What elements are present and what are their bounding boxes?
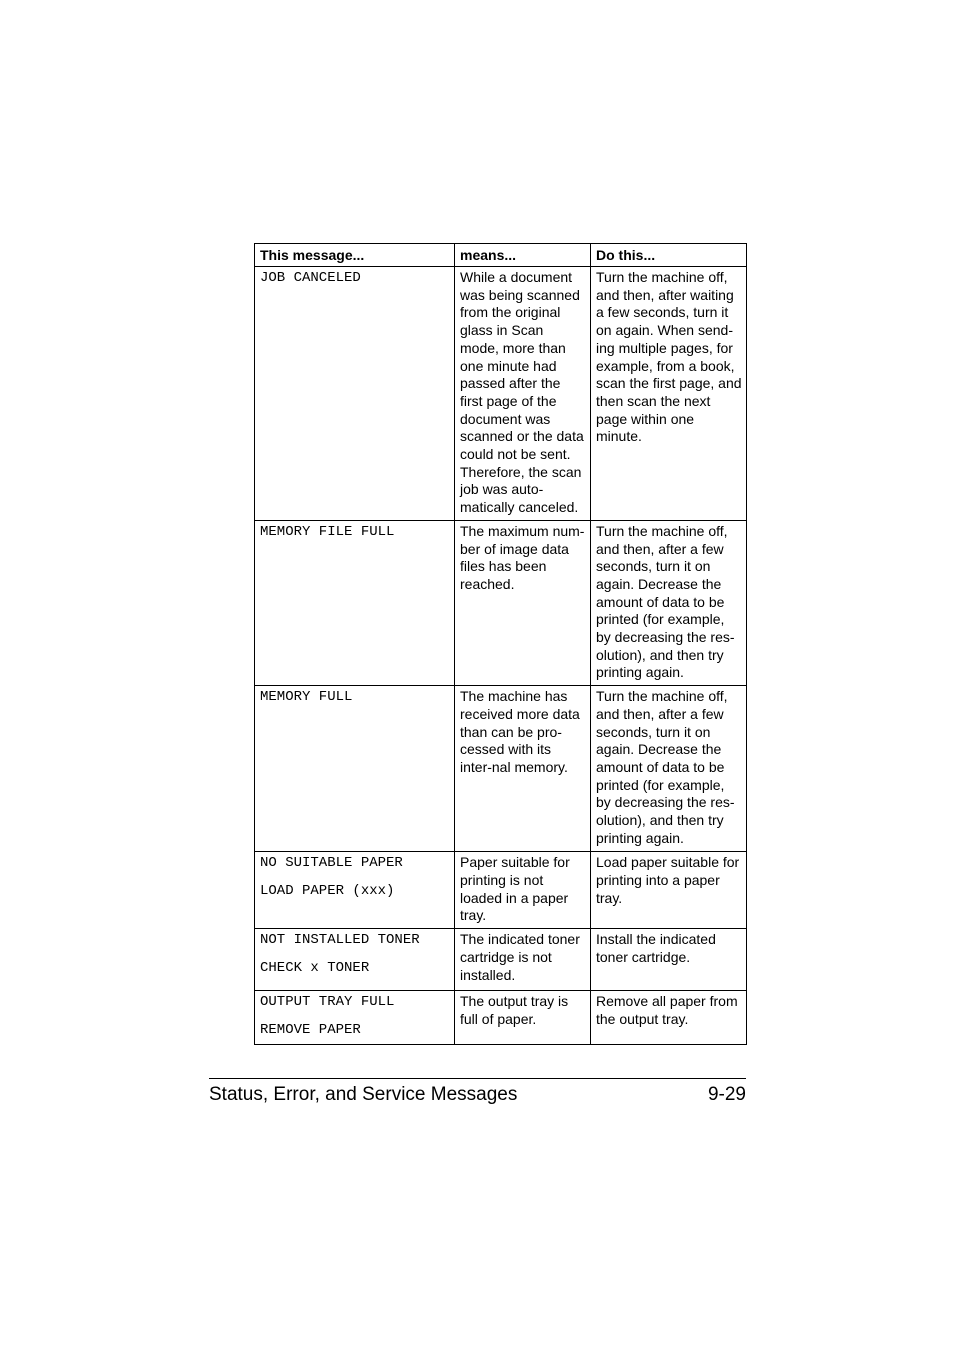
table-row <box>255 686 747 852</box>
action-cell: Remove all paper from the output tray. <box>591 991 747 1045</box>
action-cell: Turn the machine off, and then, after waiting a few seconds, turn it on again. When send-ing multiple pages, for example, from a book, scan the first page, and then scan the next page within one minute. <box>591 267 747 521</box>
header-means: means... <box>455 244 591 267</box>
means-cell: The maximum num-ber of image data files has been reached. <box>455 520 591 685</box>
action-cell: Load paper suitable for printing into a paper tray. <box>591 852 747 929</box>
table-header-row <box>255 244 747 267</box>
message-text: JOB CANCELED <box>260 270 361 286</box>
message-cell <box>255 929 455 991</box>
action-cell: Turn the machine off, and then, after a few seconds, turn it on again. Decrease the amount of data to be printed (for example, by decreasing the res-olution), and then try printing again. <box>591 520 747 685</box>
message-text: CHECK x TONER <box>260 960 370 977</box>
means-cell: While a document was being scanned from the original glass in Scan mode, more than one minute had passed after the first page of the document was scanned or the data could not be sent. Therefore, the scan job was auto-matically canceled. <box>455 267 591 521</box>
message-text: NOT INSTALLED TONER <box>260 932 420 949</box>
message-cell <box>255 686 455 852</box>
table-row <box>255 991 747 1045</box>
footer-divider <box>209 1078 746 1079</box>
message-text: OUTPUT TRAY FULL <box>260 994 395 1011</box>
header-action: Do this... <box>591 244 747 267</box>
table-row <box>255 520 747 685</box>
means-cell: Paper suitable for printing is not loaded in a paper tray. <box>455 852 591 929</box>
footer-section-title: Status, Error, and Service Messages <box>209 1084 518 1105</box>
action-cell: Install the indicated toner cartridge. <box>591 929 747 991</box>
means-cell: The output tray is full of paper. <box>455 991 591 1045</box>
message-text: NO SUITABLE PAPER <box>260 855 403 872</box>
message-text: MEMORY FULL <box>260 689 353 706</box>
message-cell <box>255 520 455 685</box>
table-row <box>255 929 747 991</box>
message-cell <box>255 852 455 929</box>
message-table <box>254 243 747 1045</box>
means-cell: The machine has received more data than can be pro-cessed with its inter-nal memory. <box>455 686 591 852</box>
message-text: REMOVE PAPER <box>260 1022 361 1039</box>
message-cell <box>255 267 455 521</box>
header-message: This message... <box>255 244 455 267</box>
footer-page-number: 9-29 <box>707 1084 746 1105</box>
message-cell <box>255 991 455 1045</box>
action-cell: Turn the machine off, and then, after a few seconds, turn it on again. Decrease the amount of data to be printed (for example, by decreasing the res-olution), and then try printing again. <box>591 686 747 852</box>
means-cell: The indicated toner cartridge is not installed. <box>455 929 591 991</box>
message-text: LOAD PAPER (xxx) <box>260 883 395 900</box>
table-row <box>255 267 747 521</box>
table-row <box>255 852 747 929</box>
message-text: MEMORY FILE FULL <box>260 523 395 540</box>
